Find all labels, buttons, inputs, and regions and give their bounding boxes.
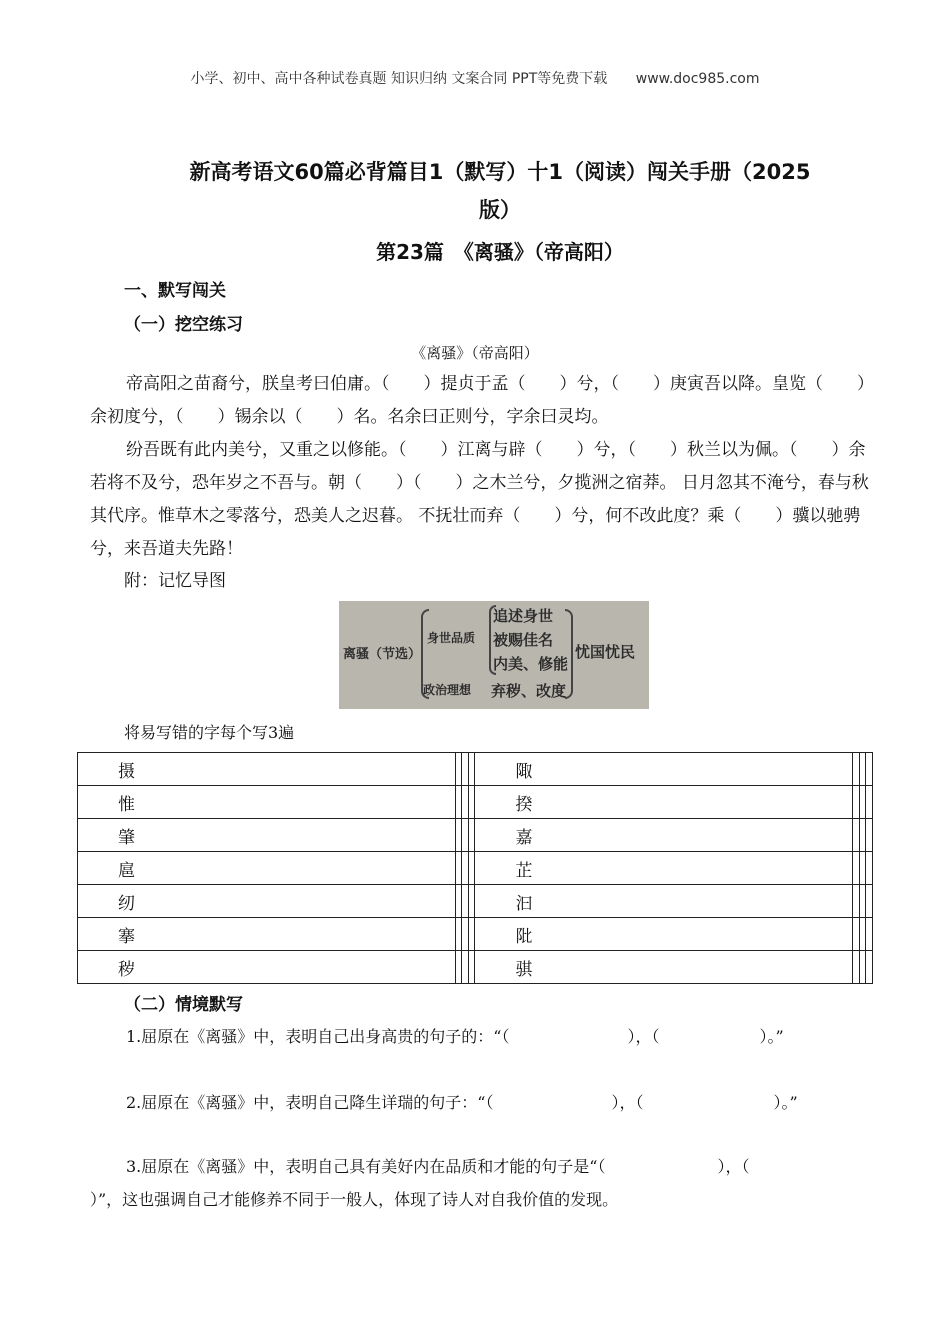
- write-cell[interactable]: [866, 786, 873, 819]
- table-row: [78, 885, 873, 918]
- mindmap-item: 内美、修能: [493, 655, 569, 673]
- question-2: [90, 1086, 870, 1119]
- question-3: [90, 1150, 870, 1216]
- mindmap-item: 被赐佳名: [493, 631, 554, 649]
- subsection-heading-fill-blank: （一）挖空练习: [124, 315, 243, 335]
- practice-char: 摄: [78, 753, 456, 786]
- subsection-heading-context: （二）情境默写: [124, 995, 243, 1015]
- doc-title-line2: 版）: [479, 198, 521, 222]
- write-cell[interactable]: [866, 918, 873, 951]
- mindmap-branch-1: 身世品质: [427, 631, 476, 645]
- mindmap-root: 离骚（节选）: [343, 647, 422, 662]
- practice-char: 搴: [78, 918, 456, 951]
- question-2-mid: ），（: [611, 1093, 644, 1112]
- practice-char: 阰: [475, 918, 853, 951]
- practice-char: 秽: [78, 951, 456, 984]
- practice-char: 汩: [475, 885, 853, 918]
- poem-paragraph-1: 帝高阳之苗裔兮，朕皇考曰伯庸。（ ）提贞于孟（ ）兮，（ ）庚寅吾以降。皇览（ ）余初度兮，（ ）锡余以（ ）名。名余曰正则兮，字余曰灵均。: [90, 374, 866, 427]
- write-cell[interactable]: [866, 885, 873, 918]
- practice-char: 纫: [78, 885, 456, 918]
- doc-title-line1: 新高考语文60篇必背篇目1（默写）十1（阅读）闯关手册（2025: [189, 160, 811, 184]
- question-1-mid: ），（: [627, 1027, 660, 1046]
- mindmap-item: 弃秽、改度: [491, 682, 567, 700]
- mindmap-item: 追述身世: [493, 607, 554, 625]
- mindmap-conclusion: 忧国忧民: [575, 643, 636, 661]
- practice-char: 惟: [78, 786, 456, 819]
- question-3-mid: ），（: [717, 1157, 750, 1176]
- question-2-text: 2.屈原在《离骚》中，表明自己降生详瑞的句子：“（: [126, 1093, 494, 1112]
- practice-char: 骐: [475, 951, 853, 984]
- table-row: [78, 918, 873, 951]
- practice-char: 陬: [475, 753, 853, 786]
- write-cell[interactable]: [866, 852, 873, 885]
- question-3-end: ）”，这也强调自己才能修养不同于一般人，体现了诗人对自我价值的发现。: [90, 1190, 619, 1209]
- header-url[interactable]: www.doc985.com: [635, 71, 760, 87]
- practice-instruction: 将易写错的字每个写3遍: [124, 723, 295, 742]
- page-header: [0, 68, 950, 88]
- question-1: [90, 1020, 870, 1053]
- write-cell[interactable]: [866, 753, 873, 786]
- chapter-title: 第23篇 《离骚》（帝高阳）: [376, 240, 624, 264]
- practice-char: 揆: [475, 786, 853, 819]
- poem-paragraph-2: 纷吾既有此内美兮，又重之以修能。（ ）江离与辟（ ）兮，（ ）秋兰以为佩。（ ）余若将不及兮，恐年岁之不吾与。朝（ ）（ ）之木兰兮，夕揽洲之宿莽。 日月忽其不淹兮，春与秋其代序。惟草木之零落兮，恐美人之迟暮。 不抚壮而弃（ ）兮，何不改此度？乘（ ）骥以驰骋兮，来吾道夫先路！: [90, 440, 869, 559]
- practice-char: 芷: [475, 852, 853, 885]
- practice-char: 扈: [78, 852, 456, 885]
- practice-char: 肇: [78, 819, 456, 852]
- question-3-text: 3.屈原在《离骚》中，表明自己具有美好内在品质和才能的句子是“（: [126, 1157, 606, 1176]
- write-cell[interactable]: [866, 819, 873, 852]
- table-row: [78, 951, 873, 984]
- practice-char: 嘉: [475, 819, 853, 852]
- poem-title: 《离骚》（帝高阳）: [411, 344, 539, 362]
- table-row: [78, 753, 873, 786]
- mindmap-image: [339, 601, 649, 709]
- question-2-end: ）。”: [773, 1093, 798, 1112]
- table-row: [78, 786, 873, 819]
- table-row: [78, 819, 873, 852]
- mindmap-label: 附：记忆导图: [124, 571, 226, 591]
- mindmap-branch-2: 政治理想: [423, 683, 472, 697]
- header-tagline: 小学、初中、高中各种试卷真题 知识归纳 文案合同 PPT等免费下载: [190, 71, 608, 87]
- table-row: [78, 852, 873, 885]
- write-cell[interactable]: [866, 951, 873, 984]
- practice-table: [77, 752, 873, 984]
- section-heading: 一、默写闯关: [124, 281, 226, 301]
- question-1-end: ）。”: [759, 1027, 784, 1046]
- mindmap-brace: [565, 609, 573, 699]
- question-1-text: 1.屈原在《离骚》中，表明自己出身高贵的句子的：“（: [126, 1027, 510, 1046]
